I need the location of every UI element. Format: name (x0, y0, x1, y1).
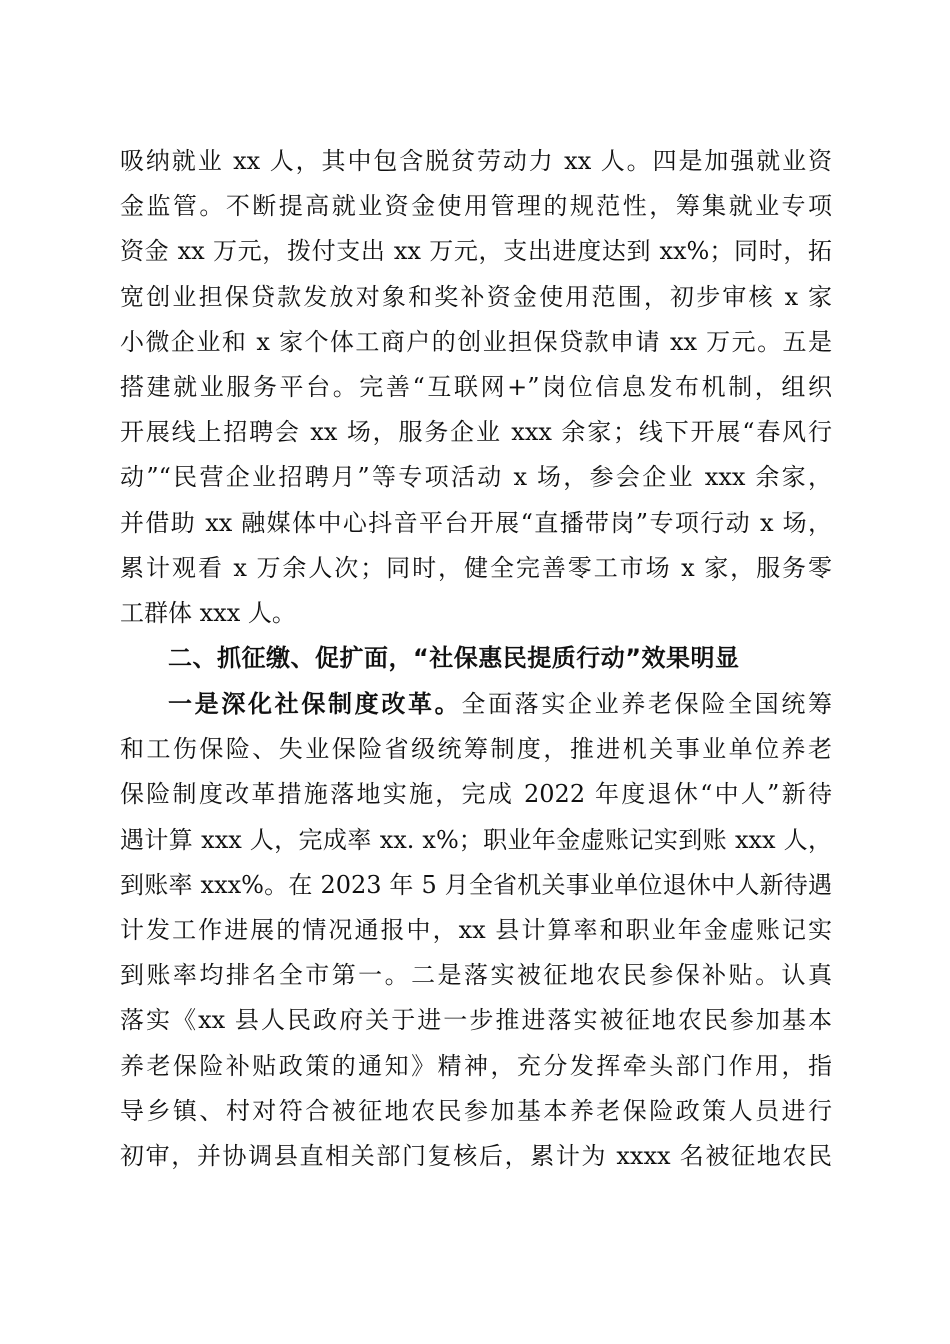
section-heading-block (120, 636, 832, 681)
paragraph-social-security (120, 682, 832, 1179)
text-line: 养老保险补贴政策的通知》精神，充分发挥牵头部门作用，指 (120, 1051, 832, 1080)
paragraph-first-rest: 全面落实企业养老保险全国统筹 (461, 690, 832, 718)
text-line: 金监管。不断提高就业资金使用管理的规范性，筹集就业专项 (120, 192, 832, 221)
text-line: 初审，并协调县直相关部门复核后，累计为 xxxx 名被征地农民 (120, 1141, 832, 1170)
text-line: 导乡镇、村对符合被征地农民参加基本养老保险政策人员进行 (120, 1096, 832, 1125)
text-line: 搭建就业服务平台。完善“互联网+”岗位信息发布机制，组织 (120, 372, 832, 401)
paragraph-lead: 一是深化社保制度改革。 (168, 690, 462, 718)
text-line-first (120, 682, 832, 727)
text-line: 遇计算 xxx 人，完成率 xx. x%；职业年金虚账记实到账 xxx 人， (120, 825, 832, 854)
text-line: 宽创业担保贷款发放对象和奖补资金使用范围，初步审核 x 家 (120, 282, 832, 311)
text-line: 并借助 xx 融媒体中心抖音平台开展“直播带岗”专项行动 x 场， (120, 508, 832, 537)
text-line: 到账率 xxx%。在 2023 年 5 月全省机关事业单位退休中人新待遇 (120, 870, 832, 899)
text-line: 落实《xx 县人民政府关于进一步推进落实被征地农民参加基本 (120, 1006, 832, 1035)
text-line: 资金 xx 万元，拨付支出 xx 万元，支出进度达到 xx%；同时，拓 (120, 237, 832, 266)
text-line: 吸纳就业 xx 人，其中包含脱贫劳动力 xx 人。四是加强就业资 (120, 147, 832, 175)
text-line: 工群体 xxx 人。 (120, 598, 296, 627)
paragraph-employment (120, 139, 832, 636)
text-line: 小微企业和 x 家个体工商户的创业担保贷款申请 xx 万元。五是 (120, 327, 832, 356)
text-line: 开展线上招聘会 xx 场，服务企业 xxx 余家；线下开展“春风行 (120, 418, 832, 447)
text-line: 保险制度改革措施落地实施，完成 2022 年度退休“中人”新待 (120, 780, 832, 809)
text-line: 到账率均排名全市第一。二是落实被征地农民参保补贴。认真 (120, 961, 832, 990)
text-line: 动”“民营企业招聘月”等专项活动 x 场，参会企业 xxx 余家， (120, 463, 832, 492)
text-line: 和工伤保险、失业保险省级统筹制度，推进机关事业单位养老 (120, 735, 832, 764)
text-line: 计发工作进展的情况通报中，xx 县计算率和职业年金虚账记实 (120, 915, 832, 944)
section-heading: 二、抓征缴、促扩面，“社保惠民提质行动”效果明显 (168, 644, 740, 672)
text-line: 累计观看 x 万余人次；同时，健全完善零工市场 x 家，服务零 (120, 553, 832, 582)
